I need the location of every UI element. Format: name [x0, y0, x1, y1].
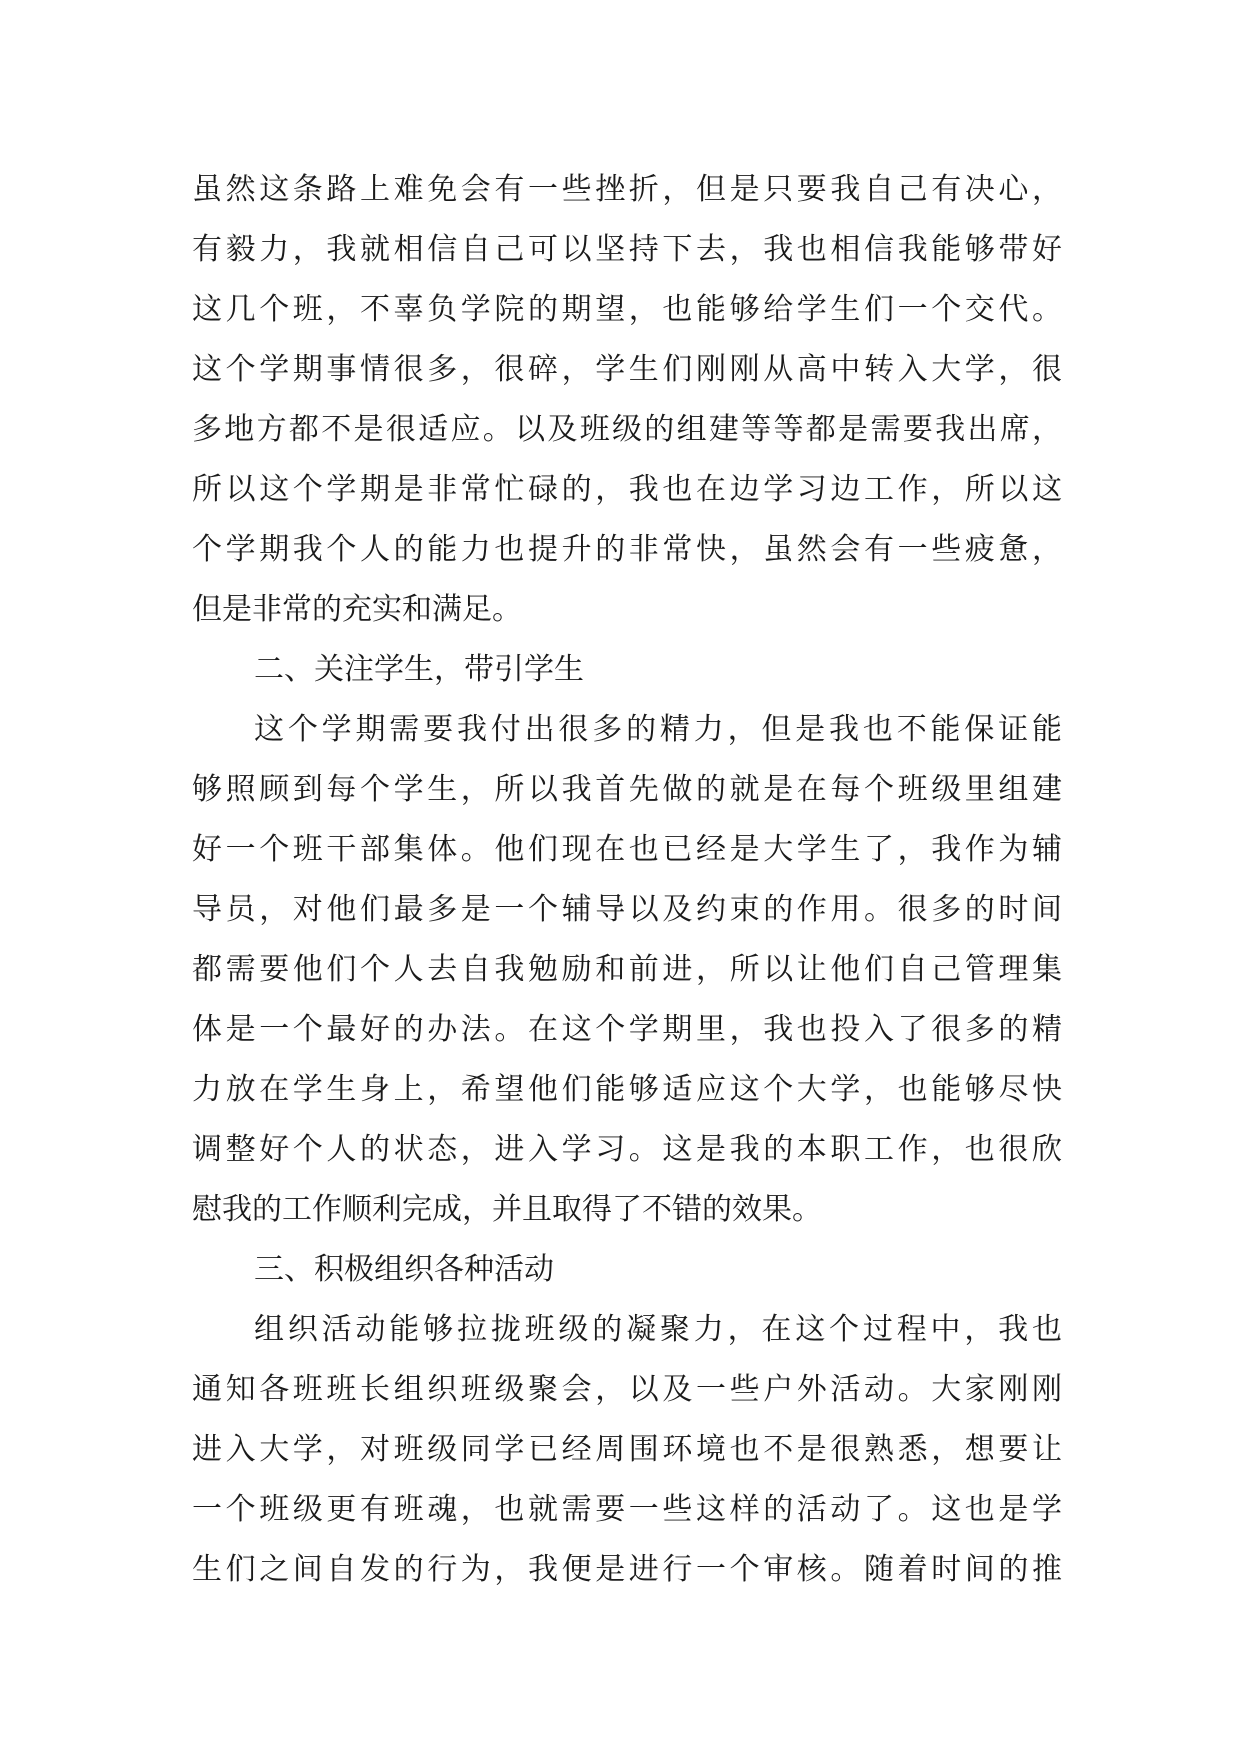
text-line: 体是一个最好的办法。在这个学期里，我也投入了很多的精: [192, 1012, 1062, 1047]
text-line: 都需要他们个人去自我勉励和前进，所以让他们自己管理集: [192, 952, 1062, 987]
text-line: 有毅力，我就相信自己可以坚持下去，我也相信我能够带好: [192, 232, 1062, 267]
text-line: 一个班级更有班魂，也就需要一些这样的活动了。这也是学: [192, 1492, 1062, 1527]
text-line: 导员，对他们最多是一个辅导以及约束的作用。很多的时间: [192, 892, 1062, 927]
text-line: 进入大学，对班级同学已经周围环境也不是很熟悉，想要让: [192, 1432, 1062, 1467]
text-line: 调整好个人的状态，进入学习。这是我的本职工作，也很欣: [192, 1132, 1062, 1167]
text-line: 这个学期事情很多，很碎，学生们刚刚从高中转入大学，很: [192, 352, 1062, 387]
text-line: 通知各班班长组织班级聚会，以及一些户外活动。大家刚刚: [192, 1372, 1062, 1407]
text-line: 力放在学生身上，希望他们能够适应这个大学，也能够尽快: [192, 1072, 1062, 1107]
text-line: 虽然这条路上难免会有一些挫折，但是只要我自己有决心，: [192, 172, 1062, 207]
text-line: 所以这个学期是非常忙碌的，我也在边学习边工作，所以这: [192, 472, 1062, 507]
text-line: 组织活动能够拉拢班级的凝聚力，在这个过程中，我也: [254, 1312, 1062, 1347]
section-heading: 三、积极组织各种活动: [254, 1252, 554, 1287]
text-line: 这个学期需要我付出很多的精力，但是我也不能保证能: [254, 712, 1062, 747]
text-line: 慰我的工作顺利完成，并且取得了不错的效果。: [192, 1192, 822, 1227]
text-line: 个学期我个人的能力也提升的非常快，虽然会有一些疲惫，: [192, 532, 1062, 567]
text-line: 生们之间自发的行为，我便是进行一个审核。随着时间的推: [192, 1552, 1062, 1587]
text-line: 够照顾到每个学生，所以我首先做的就是在每个班级里组建: [192, 772, 1062, 807]
text-line: 多地方都不是很适应。以及班级的组建等等都是需要我出席，: [192, 412, 1062, 447]
section-heading: 二、关注学生，带引学生: [254, 652, 584, 687]
text-line: 好一个班干部集体。他们现在也已经是大学生了，我作为辅: [192, 832, 1062, 867]
body-text: [192, 160, 1062, 1600]
text-line: 但是非常的充实和满足。: [192, 592, 522, 627]
text-line: 这几个班，不辜负学院的期望，也能够给学生们一个交代。: [192, 292, 1062, 327]
